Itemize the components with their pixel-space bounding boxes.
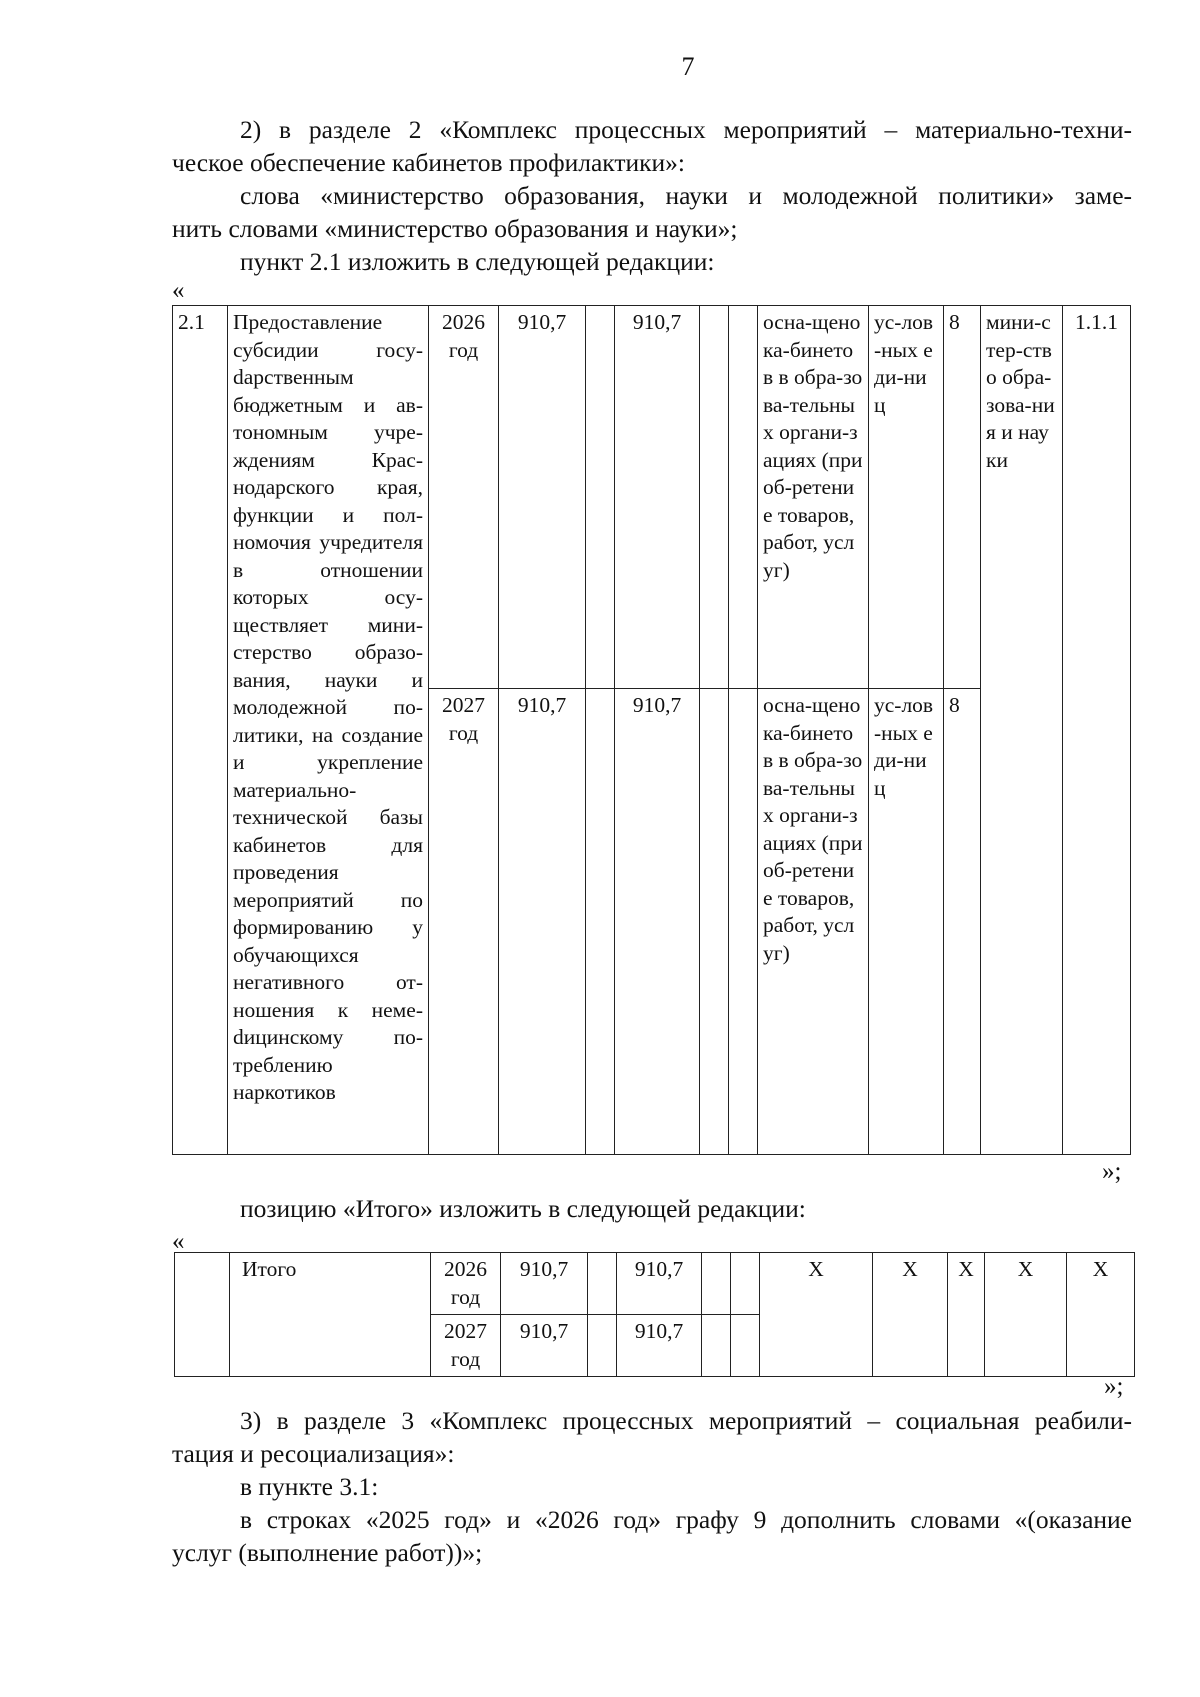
result-description: осна-щено ка-бинетов в обра-зова-тельных органи-зациях (приоб-ретение товаров, работ, услуг) (758, 306, 869, 689)
amount-regional: 910,7 (615, 306, 700, 689)
x-mark: X (760, 1253, 873, 1377)
year-cell: 2026 год (429, 306, 499, 689)
row-number (175, 1253, 230, 1377)
amount-regional: 910,7 (617, 1253, 702, 1315)
open-quote-mark: « (172, 277, 185, 304)
table-row (175, 1253, 1135, 1315)
paragraph-itogo: позицию «Итого» изложить в следующей редакции: (240, 1194, 806, 1223)
amount-total: 910,7 (499, 306, 586, 689)
empty-cell (700, 306, 729, 689)
empty-cell (729, 689, 758, 1155)
page-number: 7 (681, 52, 695, 81)
empty-cell (588, 1315, 617, 1377)
x-mark: X (985, 1253, 1067, 1377)
table-row (173, 306, 1131, 689)
open-quote-mark: « (172, 1228, 185, 1255)
unit-cell: ус-лов-ных еди-ниц (869, 306, 944, 689)
paragraph-section3-line1: 3) в разделе 3 «Комплекс процессных мероприятий – социальная реабили- (240, 1406, 1132, 1435)
paragraph-item-3-1: в пункте 3.1: (240, 1472, 379, 1501)
empty-cell (586, 689, 615, 1155)
paragraph-section2-line1: 2) в разделе 2 «Комплекс процессных мероприятий – материально-техни- (240, 115, 1132, 144)
year-cell: 2027 год (431, 1315, 501, 1377)
close-quote-mark: »; (1102, 1158, 1122, 1185)
value-cell: 8 (944, 306, 981, 689)
paragraph-replace-words-line2: нить словами «министерство образования и науки»; (172, 214, 738, 243)
empty-cell (588, 1253, 617, 1315)
paragraph-item-2-1: пункт 2.1 изложить в следующей редакции: (240, 247, 715, 276)
table-item-2-1 (172, 305, 1131, 1155)
empty-cell (702, 1253, 731, 1315)
amount-regional: 910,7 (617, 1315, 702, 1377)
empty-cell (731, 1315, 760, 1377)
responsible-body: мини-стер-ство обра-зова-ния и науки (981, 306, 1063, 1155)
paragraph-replace-words-line1: слова «министерство образования, науки и молодежной политики» заме- (240, 181, 1132, 210)
x-mark: X (948, 1253, 985, 1377)
table-itogo (174, 1252, 1135, 1377)
value-cell: 8 (944, 689, 981, 1155)
paragraph-section3-line2: тация и ресоциализация»: (172, 1439, 455, 1468)
empty-cell (702, 1315, 731, 1377)
paragraph-rows-line1: в строках «2025 год» и «2026 год» графу 9 дополнить словами «(оказание (240, 1505, 1132, 1534)
result-description: осна-щено ка-бинетов в обра-зова-тельных органи-зациях (приоб-ретение товаров, работ, услуг) (758, 689, 869, 1155)
year-cell: 2027 год (429, 689, 499, 1155)
empty-cell (700, 689, 729, 1155)
amount-regional: 910,7 (615, 689, 700, 1155)
unit-cell: ус-лов-ных еди-ниц (869, 689, 944, 1155)
row-number: 2.1 (173, 306, 228, 1155)
x-mark: X (873, 1253, 948, 1377)
amount-total: 910,7 (499, 689, 586, 1155)
paragraph-rows-line2: услуг (выполнение работ))»; (172, 1538, 483, 1567)
reference-code: 1.1.1 (1063, 306, 1131, 1155)
close-quote-mark: »; (1104, 1373, 1124, 1400)
amount-total: 910,7 (501, 1315, 588, 1377)
measure-description: Предоставление субсидии госуdарственным бюджетным и автономным учреждениям Краснодарского края, функции и полномочия учредителя в отношении которых осуществляет министерство образования, науки и молодежной политики, на создание и укрепление материально-технической базы кабинетов для проведения мероприятий по формированию у обучающихся негативного отношения к немеdицинскому потреблению наркотиков (228, 306, 429, 1155)
year-cell: 2026 год (431, 1253, 501, 1315)
paragraph-section2-line2: ческое обеспечение кабинетов профилактики»: (172, 148, 686, 177)
empty-cell (729, 306, 758, 689)
x-mark: X (1067, 1253, 1135, 1377)
empty-cell (586, 306, 615, 689)
empty-cell (731, 1253, 760, 1315)
amount-total: 910,7 (501, 1253, 588, 1315)
total-label: Итого (230, 1253, 431, 1377)
